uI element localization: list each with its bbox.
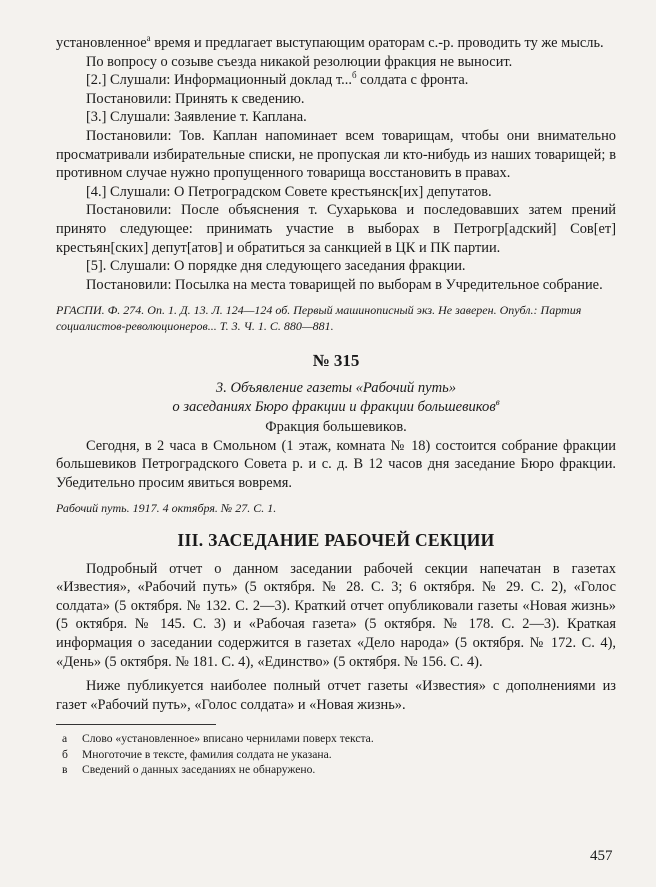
- item-5-heard: [5]. Слушали: О порядке дня следующего заседания фракции.: [86, 258, 466, 275]
- item-2-heard: [2.] Слушали: Информационный доклад т...$^б$ солдата с фронта.: [86, 70, 469, 89]
- item-3-heard: [3.] Слушали: Заявление т. Каплана.: [86, 109, 307, 126]
- archive-source: РГАСПИ. Ф. 274. Оп. 1. Д. 13. Л. 124—124 об. Первый машинописный экз. Не заверен. Опубл.: Партия социалистов-революционеров... Т. 3. Ч. 1. С. 880—881.: [56, 303, 582, 333]
- footnote-ref-v: в: [495, 396, 500, 407]
- footnote-v: в Сведений о данных заседаниях не обнаружено.: [62, 763, 316, 777]
- section-title: III. ЗАСЕДАНИЕ РАБОЧЕЙ СЕКЦИИ: [177, 529, 495, 550]
- item-5-resolved: Постановили: Посылка на места товарищей по выборам в Учредительное собрание.: [86, 276, 603, 293]
- announcement-text: Сегодня, в 2 часа в Смольном (1 этаж, комната № 18) состоится собрание фракции большевиков Петроградского Совета р. и с. д. В 12 часов дня заседание Бюро фракции. Убедительно просим явиться вовремя.: [56, 437, 616, 491]
- paragraph-congress: По вопросу о созыве съезда никакой резолюции фракция не выносит.: [86, 53, 513, 70]
- item-4-heard: [4.] Слушали: О Петроградском Совете крестьянск[их] депутатов.: [86, 183, 492, 200]
- document-title-line-2: о заседаниях Бюро фракции и фракции большевиков$^в$: [172, 396, 500, 415]
- footnote-ref-a: а: [146, 33, 151, 44]
- section-intro-2: Ниже публикуется наиболее полный отчет газеты «Известия» с дополнениями из газет «Рабочий путь», «Голос солдата» и «Новая жизнь».: [56, 678, 616, 713]
- newspaper-source: Рабочий путь. 1917. 4 октября. № 27. С. 1.: [56, 501, 277, 516]
- announcement-heading: Фракция большевиков.: [265, 419, 407, 436]
- footnote-divider: [56, 724, 216, 725]
- footnote-b: б Многоточие в тексте, фамилия солдата не указана.: [62, 747, 332, 761]
- paragraph-continuation: установленное$^а$ время и предлагает выступающим ораторам с.-р. проводить ту же мысль.: [56, 33, 604, 51]
- document-page: [56, 34, 616, 778]
- item-2-resolved: Постановили: Принять к сведению.: [86, 90, 305, 107]
- footnote-a: а Слово «установленное» вписано чернилами поверх текста.: [62, 732, 374, 746]
- section-intro: Подробный отчет о данном заседании рабочей секции напечатан в газетах «Известия», «Рабочий путь» (5 октября. № 28. С. 3; 6 октября. № 29. С. 2), «Голос солдата» (5 октября. № 132. С. 2—3). Краткий отчет опубликовали газеты «Новая жизнь» (5 октября. № 145. С. 3) и «Рабочая газета» (5 октября. № 178. С. 2—3). Краткая информация о заседании содержится в газетах «Дело народа» (5 октября. № 172. С. 4), «День» (5 октября. № 181. С. 4), «Единство» (5 октября. № 156. С. 4).: [56, 560, 616, 670]
- document-number: № 315: [312, 351, 360, 371]
- page-number: 457: [590, 848, 613, 864]
- item-3-resolved: Постановили: Тов. Каплан напоминает всем товарищам, чтобы они внимательно просматривали избирательные списки, не пропуская ли кто-нибудь из наших товарищей; в противном случае нужно пропущенного товарища восстановить в правах.: [56, 127, 616, 182]
- document-title-line-1: 3. Объявление газеты «Рабочий путь»: [215, 379, 457, 396]
- footnote-ref-b: б: [351, 70, 357, 81]
- item-4-resolved: Постановили: После объяснения т. Сухарькова и последовавших затем прений принято следующее: принимать участие в выборах в Петрогр[адский] Сов[ет] крестьян[ских] депут[атов] и обратиться за санкцией в ЦК и ПК партии.: [56, 202, 616, 256]
